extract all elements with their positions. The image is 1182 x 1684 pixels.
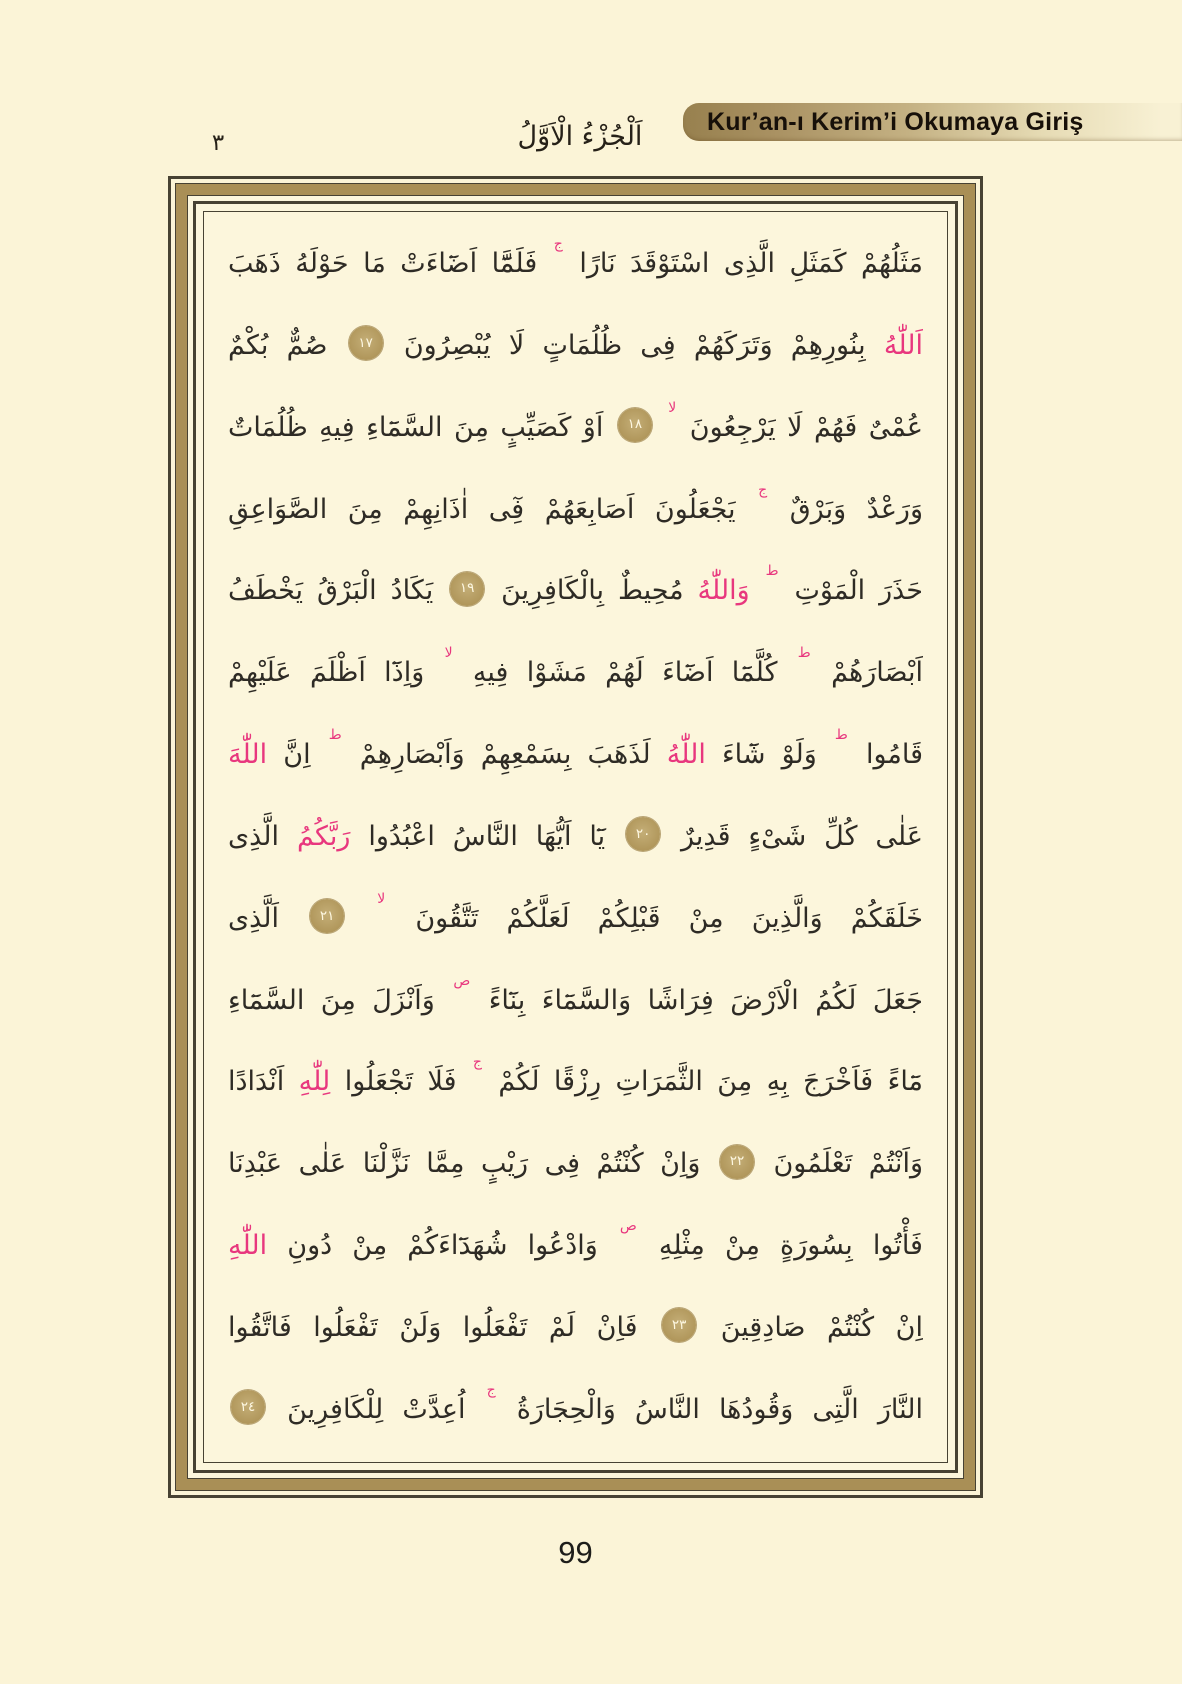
verse-text: اُعِدَّتْ لِلْكَافِرِينَ <box>287 1393 466 1425</box>
divine-name-text: اللّٰهَ <box>228 739 268 771</box>
verse-text: بِنُورِهِمْ وَتَرَكَهُمْ فِى ظُلُمَاتٍ لَا يُبْصِرُونَ <box>403 329 866 361</box>
footer-page-number: 99 <box>558 1535 593 1570</box>
verse-text: فَاِنْ لَمْ تَفْعَلُوا وَلَنْ تَفْعَلُوا فَاتَّقُوا <box>228 1311 638 1343</box>
verse-text: وَاَنْزَلَ مِنَ السَّمَٓاءِ <box>228 984 435 1016</box>
ayah-number-medallion: ٢٢ <box>720 1145 754 1179</box>
chapter-banner-title: Kur’an-ı Kerim’i Okumaya Giriş <box>707 107 1084 136</box>
pause-mark: ج <box>472 1054 482 1071</box>
frame-inner-ring <box>187 195 964 1479</box>
verse-text: يَكَادُ الْبَرْقُ يَخْطَفُ <box>228 575 434 607</box>
quran-line <box>228 553 923 629</box>
juz-title-arabic: اَلْجُزْءُ الْاَوَّلُ <box>517 121 643 152</box>
quran-line <box>228 1290 923 1366</box>
verse-text: اِنْ كُنْتُمْ صَادِقِينَ <box>720 1311 923 1343</box>
pause-mark: لا <box>668 399 677 416</box>
verse-text: اَبْصَارَهُمْ <box>831 657 923 689</box>
verse-text: مَثَلُهُمْ كَمَثَلِ الَّذِى اسْتَوْقَدَ نَارًا <box>579 248 923 279</box>
ayah-number-medallion: ٢١ <box>310 899 344 933</box>
verse-text: عَلٰى كُلِّ شَىْءٍ قَدِيرٌ <box>681 820 923 852</box>
chapter-banner <box>683 103 1182 141</box>
pause-mark: لا <box>444 645 453 662</box>
verse-text: قَامُوا <box>865 739 923 771</box>
verse-text: اَلَّذِى <box>228 902 280 934</box>
verse-text: الَّذِى <box>228 820 280 852</box>
quran-line <box>228 308 923 384</box>
verse-text: فَأْتُوا بِسُورَةٍ مِنْ مِثْلِهِ <box>658 1230 923 1262</box>
ayah-number-medallion: ٢٠ <box>626 817 660 851</box>
verse-text: وَاِذَٓا اَظْلَمَ عَلَيْهِمْ <box>228 657 425 689</box>
divine-name-text: اللّٰهِ <box>228 1230 268 1262</box>
divine-name-text: رَبَّكُمُ <box>296 820 351 852</box>
quran-page-frame <box>168 176 983 1498</box>
verse-text: مُحِيطٌ بِالْكَافِرِينَ <box>501 575 684 607</box>
ayah-number-medallion: ١٨ <box>618 408 652 442</box>
verse-text: النَّارَ الَّتِى وَقُودُهَا النَّاسُ وَالْحِجَارَةُ <box>516 1393 923 1425</box>
pause-mark: ط <box>834 727 848 744</box>
ayah-number-medallion: ٢٣ <box>662 1308 696 1342</box>
verse-text: اَنْدَادًا <box>228 1066 285 1098</box>
divine-name-text: اَللّٰهُ <box>883 329 923 361</box>
verse-text: وَاَنْتُمْ تَعْلَمُونَ <box>773 1148 923 1180</box>
verse-text: مَٓاءً فَاَخْرَجَ بِهِ مِنَ الثَّمَرَاتِ رِزْقًا لَكُمْ <box>498 1066 923 1098</box>
verse-text: وَادْعُوا شُهَدَٓاءَكُمْ مِنْ دُونِ <box>287 1230 598 1262</box>
pause-mark: ص <box>453 972 471 989</box>
quran-line <box>228 635 923 711</box>
quran-line <box>228 717 923 793</box>
quran-lines <box>203 211 948 1463</box>
quran-line <box>228 1126 923 1202</box>
quran-line <box>228 881 923 957</box>
verse-text: وَرَعْدٌ وَبَرْقٌ <box>789 493 923 525</box>
verse-text: يَجْعَلُونَ اَصَابِعَهُمْ فِٓى اٰذَانِهِمْ مِنَ الصَّوَاعِقِ <box>228 493 736 525</box>
verse-text: اِنَّ <box>283 739 311 771</box>
quran-line <box>228 1208 923 1284</box>
pause-mark: ط <box>765 563 779 580</box>
marginal-arabic-number: ٣ <box>211 130 225 156</box>
verse-text: خَلَقَكُمْ وَالَّذِينَ مِنْ قَبْلِكُمْ لَعَلَّكُمْ تَتَّقُونَ <box>415 902 923 934</box>
divine-name-text: اللّٰهُ <box>666 739 706 771</box>
ayah-number-medallion: ١٧ <box>349 326 383 360</box>
pause-mark: ص <box>619 1218 637 1235</box>
divine-name-text: وَاللّٰهُ <box>697 575 750 607</box>
quran-line <box>228 472 923 548</box>
divine-name-text: لِلّٰهِ <box>298 1066 331 1098</box>
verse-text: حَذَرَ الْمَوْتِ <box>794 575 923 607</box>
quran-line <box>228 1372 923 1448</box>
verse-text: جَعَلَ لَكُمُ الْاَرْضَ فِرَاشًا وَالسَّمَٓاءَ بِنَٓاءً <box>488 984 923 1016</box>
verse-text: عُمْىٌ فَهُمْ لَا يَرْجِعُونَ <box>689 411 923 443</box>
pause-mark: ط <box>328 727 342 744</box>
frame-gold-band <box>175 183 976 1491</box>
quran-line <box>228 1044 923 1120</box>
quran-line <box>228 226 923 302</box>
quran-line <box>228 390 923 466</box>
verse-text: كُلَّمَٓا اَضَٓاءَ لَهُمْ مَشَوْا فِيهِ <box>472 657 778 689</box>
pause-mark: ج <box>553 236 563 252</box>
verse-text: صُمٌّ بُكْمٌ <box>228 329 328 361</box>
quran-line <box>228 799 923 875</box>
frame-inner-ring-2 <box>193 201 958 1473</box>
verse-text: اَوْ كَصَيِّبٍ مِنَ السَّمَٓاءِ فِيهِ ظُلُمَاتٌ <box>228 411 604 443</box>
verse-text: فَلَمَّٓا اَضَٓاءَتْ مَا حَوْلَهُ ذَهَبَ <box>228 248 538 279</box>
verse-text: وَلَوْ شَٓاءَ <box>721 739 817 771</box>
verse-text: فَلَا تَجْعَلُوا <box>344 1066 457 1098</box>
pause-mark: ج <box>758 481 768 498</box>
verse-text: وَاِنْ كُنْتُمْ فِى رَيْبٍ مِمَّا نَزَّلْنَا عَلٰى عَبْدِنَا <box>228 1148 701 1180</box>
quran-line <box>228 963 923 1039</box>
pause-mark: ج <box>486 1381 496 1398</box>
verse-text: يَٓا اَيُّهَا النَّاسُ اعْبُدُوا <box>368 820 606 852</box>
pause-mark: ط <box>797 645 811 662</box>
verse-text: لَذَهَبَ بِسَمْعِهِمْ وَاَبْصَارِهِمْ <box>359 739 651 771</box>
pause-mark: لا <box>377 890 386 907</box>
ayah-number-medallion: ١٩ <box>450 572 484 606</box>
ayah-number-medallion: ٢٤ <box>231 1390 265 1424</box>
